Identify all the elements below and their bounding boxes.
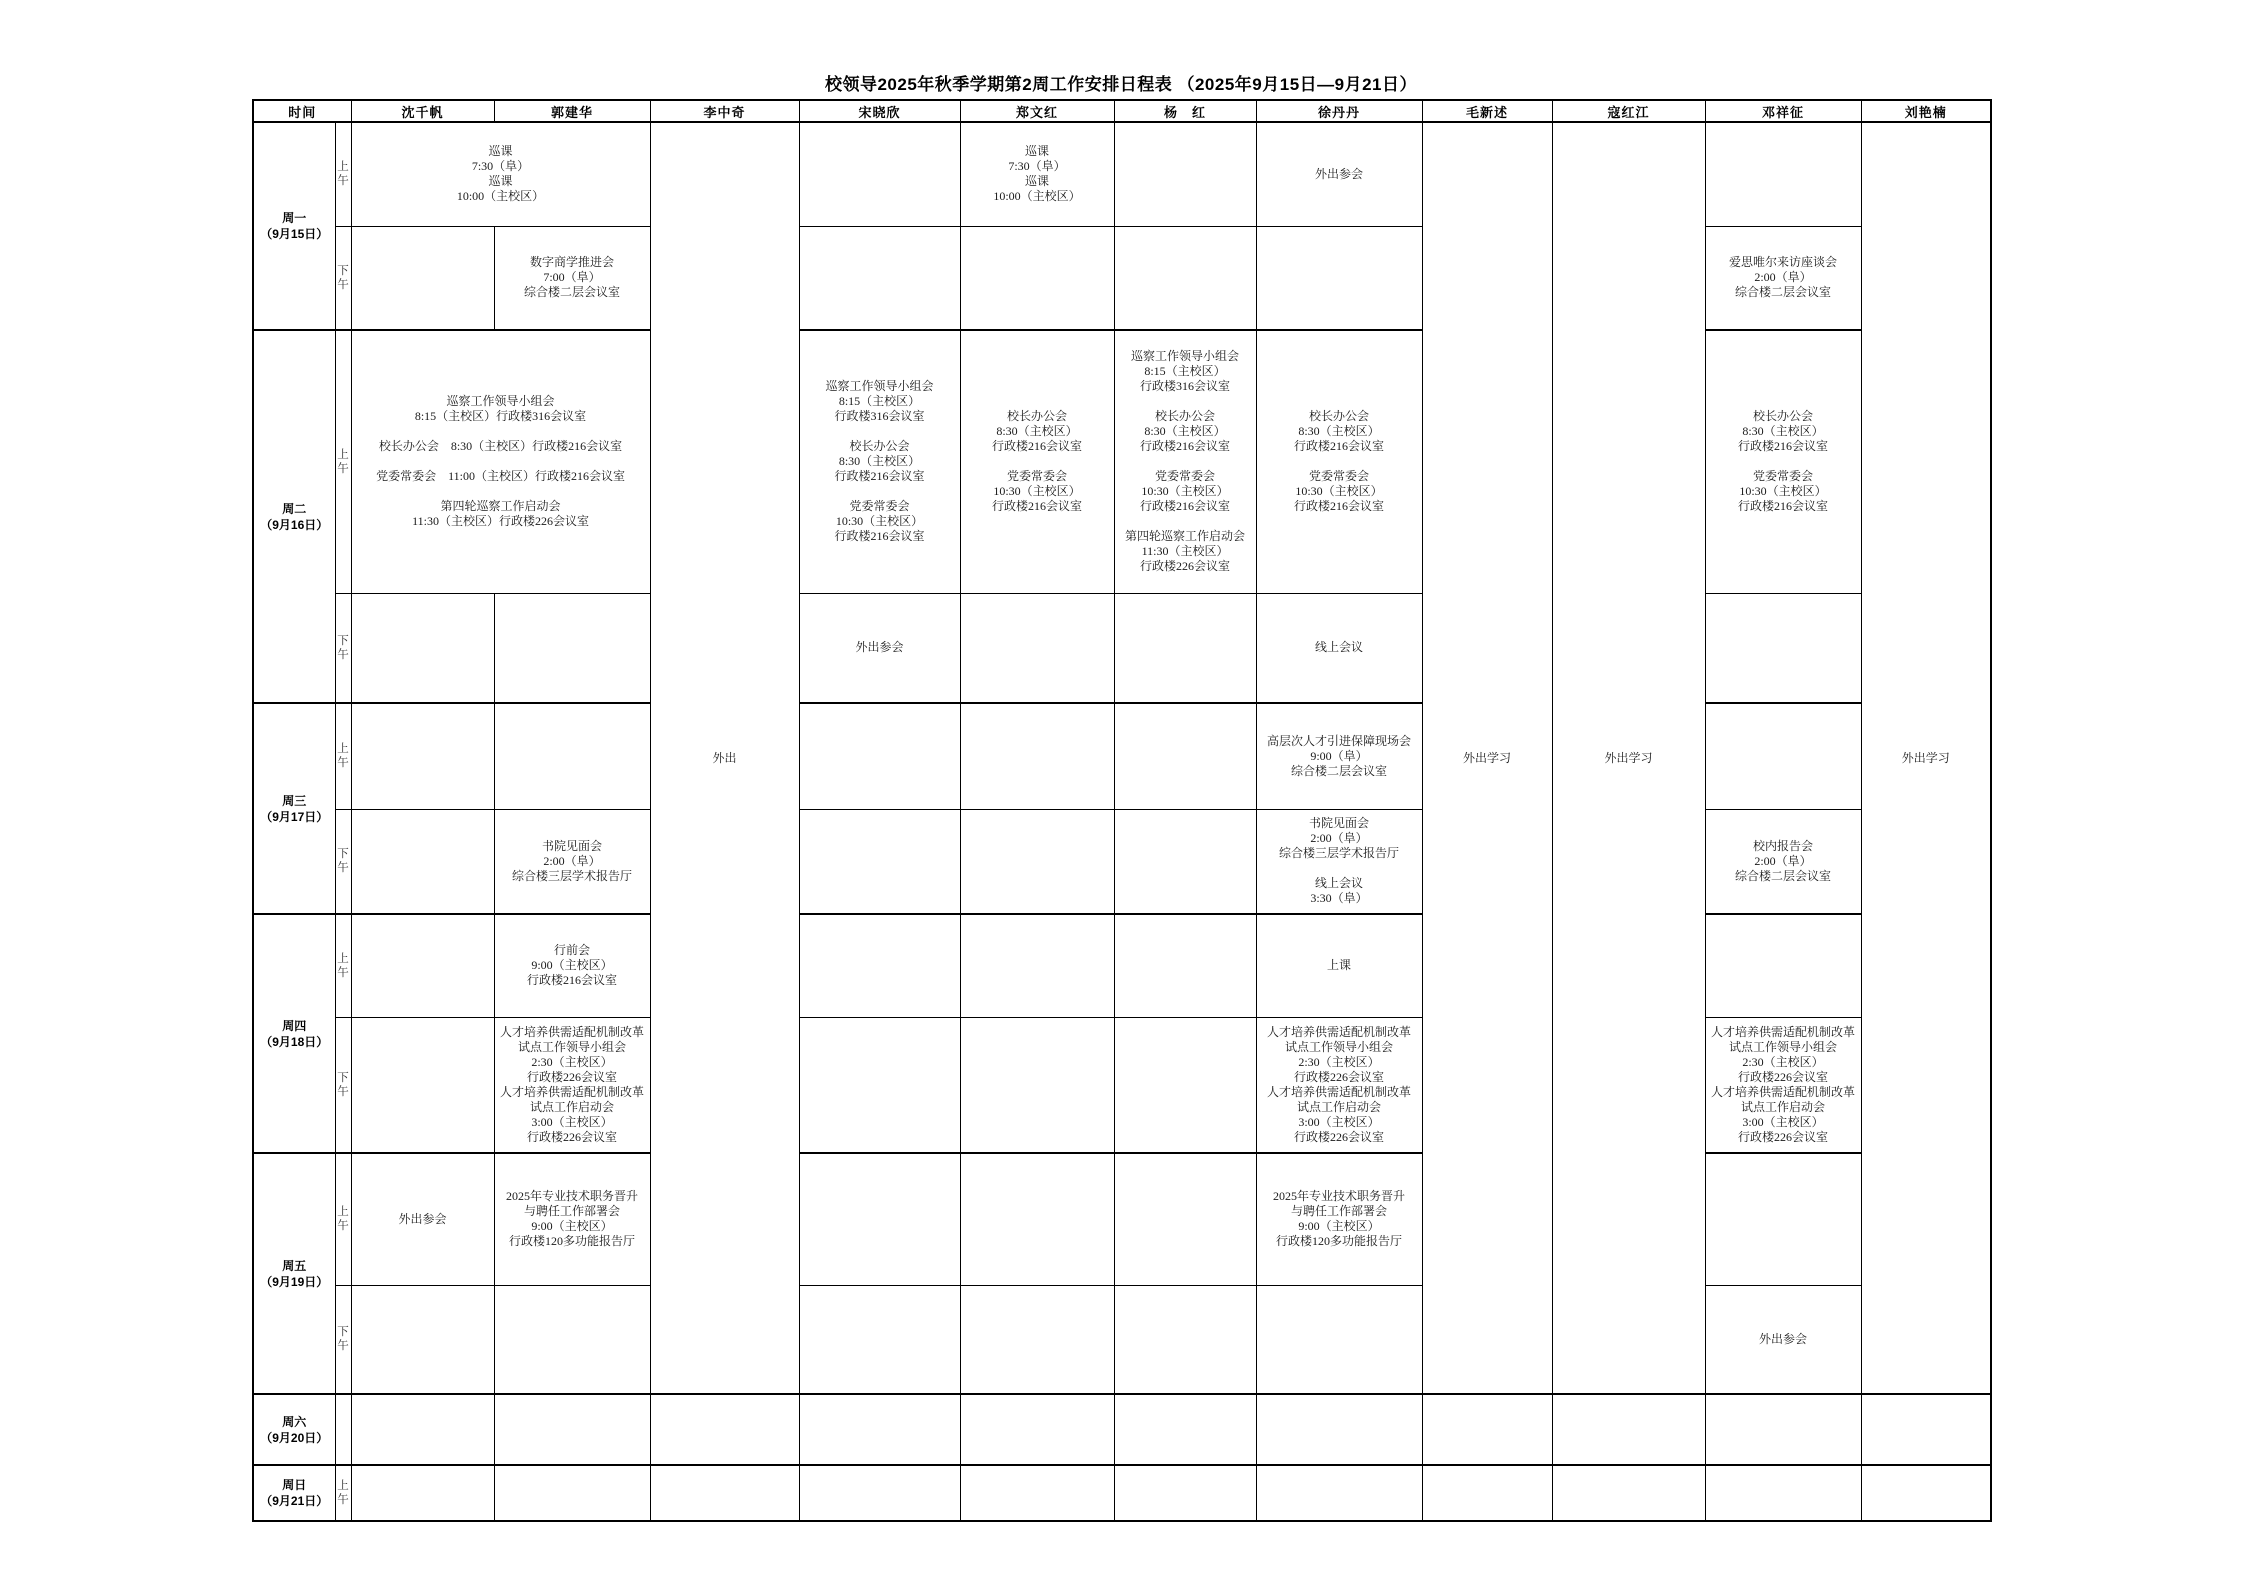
cell-wed-am-guo bbox=[494, 703, 650, 809]
cell-fri-pm-zheng bbox=[960, 1285, 1114, 1394]
period-label-fri-pm: 下午 bbox=[335, 1285, 351, 1394]
cell-thu-am-guo: 行前会 9:00（主校区） 行政楼216会议室 bbox=[494, 914, 650, 1017]
cell-tue-am-zheng: 校长办公会 8:30（主校区） 行政楼216会议室 党委常委会 10:30（主校区） 行政楼216会议室 bbox=[960, 330, 1114, 593]
cell-mon-am-mao: 外出学习 bbox=[1422, 122, 1552, 1394]
cell-mon-am-liu: 外出学习 bbox=[1861, 122, 1991, 1394]
cell-sat-zheng bbox=[960, 1394, 1114, 1465]
cell-tue-pm-xu: 线上会议 bbox=[1256, 593, 1422, 703]
cell-sat-xu bbox=[1256, 1394, 1422, 1465]
cell-sun-shen bbox=[351, 1465, 494, 1521]
cell-wed-pm-song bbox=[799, 809, 960, 914]
column-header-shen: 沈千帆 bbox=[351, 100, 494, 122]
cell-sun-zheng bbox=[960, 1465, 1114, 1521]
cell-fri-pm-deng: 外出参会 bbox=[1705, 1285, 1861, 1394]
column-header-li: 李中奇 bbox=[650, 100, 799, 122]
cell-fri-am-song bbox=[799, 1153, 960, 1285]
cell-tue-am-yang: 巡察工作领导小组会 8:15（主校区） 行政楼316会议室 校长办公会 8:30（主校区） 行政楼216会议室 党委常委会 10:30（主校区） 行政楼216会议室 第四轮巡察工作启动会 11:30（主校区） 行政楼226会议室 bbox=[1114, 330, 1256, 593]
cell-mon-pm-xu bbox=[1256, 226, 1422, 330]
cell-sun-song bbox=[799, 1465, 960, 1521]
cell-sun-mao bbox=[1422, 1465, 1552, 1521]
cell-thu-pm-yang bbox=[1114, 1017, 1256, 1153]
cell-fri-pm-song bbox=[799, 1285, 960, 1394]
cell-mon-pm-song bbox=[799, 226, 960, 330]
cell-fri-am-guo: 2025年专业技术职务晋升 与聘任工作部署会 9:00（主校区） 行政楼120多功能报告厅 bbox=[494, 1153, 650, 1285]
cell-tue-am-shen: 巡察工作领导小组会 8:15（主校区）行政楼316会议室 校长办公会 8:30（主校区）行政楼216会议室 党委常委会 11:00（主校区）行政楼216会议室 第四轮巡察工作启动会 11:30（主校区）行政楼226会议室 bbox=[351, 330, 650, 593]
column-header-yang: 杨 红 bbox=[1114, 100, 1256, 122]
period-label-tue-pm: 下午 bbox=[335, 593, 351, 703]
cell-mon-am-song bbox=[799, 122, 960, 226]
cell-sat-liu bbox=[1861, 1394, 1991, 1465]
day-label-fri: 周五 （9月19日） bbox=[253, 1153, 335, 1394]
page-title: 校领导2025年秋季学期第2周工作安排日程表 （2025年9月15日—9月21日） bbox=[824, 75, 1418, 94]
schedule-table bbox=[252, 99, 1992, 1522]
cell-fri-pm-yang bbox=[1114, 1285, 1256, 1394]
cell-mon-pm-guo: 数字商学推进会 7:00（阜） 综合楼二层会议室 bbox=[494, 226, 650, 330]
column-header-liu: 刘艳楠 bbox=[1861, 100, 1991, 122]
cell-mon-am-xu: 外出参会 bbox=[1256, 122, 1422, 226]
cell-thu-am-yang bbox=[1114, 914, 1256, 1017]
cell-sun-xu bbox=[1256, 1465, 1422, 1521]
column-header-mao: 毛新述 bbox=[1422, 100, 1552, 122]
cell-sun-liu bbox=[1861, 1465, 1991, 1521]
cell-thu-am-shen bbox=[351, 914, 494, 1017]
cell-fri-pm-guo bbox=[494, 1285, 650, 1394]
cell-sat-li bbox=[650, 1394, 799, 1465]
period-label-wed-pm: 下午 bbox=[335, 809, 351, 914]
column-header-guo: 郭建华 bbox=[494, 100, 650, 122]
cell-sun-guo bbox=[494, 1465, 650, 1521]
cell-mon-pm-yang bbox=[1114, 226, 1256, 330]
period-label-wed-am: 上午 bbox=[335, 703, 351, 809]
cell-wed-pm-shen bbox=[351, 809, 494, 914]
cell-sun-deng bbox=[1705, 1465, 1861, 1521]
cell-fri-am-zheng bbox=[960, 1153, 1114, 1285]
cell-sat-mao bbox=[1422, 1394, 1552, 1465]
cell-sat-yang bbox=[1114, 1394, 1256, 1465]
period-label-mon-pm: 下午 bbox=[335, 226, 351, 330]
cell-wed-pm-zheng bbox=[960, 809, 1114, 914]
cell-thu-pm-zheng bbox=[960, 1017, 1114, 1153]
cell-wed-am-yang bbox=[1114, 703, 1256, 809]
cell-wed-pm-guo: 书院见面会 2:00（阜） 综合楼三层学术报告厅 bbox=[494, 809, 650, 914]
cell-mon-am-li: 外出 bbox=[650, 122, 799, 1394]
column-header-xu: 徐丹丹 bbox=[1256, 100, 1422, 122]
day-label-sun: 周日 （9月21日） bbox=[253, 1465, 335, 1521]
period-label-thu-pm: 下午 bbox=[335, 1017, 351, 1153]
cell-tue-pm-guo bbox=[494, 593, 650, 703]
period-label-thu-am: 上午 bbox=[335, 914, 351, 1017]
period-label-tue-am: 上午 bbox=[335, 330, 351, 593]
cell-fri-am-deng bbox=[1705, 1153, 1861, 1285]
cell-wed-pm-xu: 书院见面会 2:00（阜） 综合楼三层学术报告厅 线上会议 3:30（阜） bbox=[1256, 809, 1422, 914]
cell-wed-pm-deng: 校内报告会 2:00（阜） 综合楼二层会议室 bbox=[1705, 809, 1861, 914]
column-header-kou: 寇红江 bbox=[1552, 100, 1705, 122]
cell-mon-pm-zheng bbox=[960, 226, 1114, 330]
cell-sun-kou bbox=[1552, 1465, 1705, 1521]
day-label-tue: 周二 （9月16日） bbox=[253, 330, 335, 703]
cell-sat-guo bbox=[494, 1394, 650, 1465]
cell-tue-pm-zheng bbox=[960, 593, 1114, 703]
cell-sat-deng bbox=[1705, 1394, 1861, 1465]
schedule-header bbox=[253, 100, 1991, 122]
cell-sun-yang bbox=[1114, 1465, 1256, 1521]
day-label-mon: 周一 （9月15日） bbox=[253, 122, 335, 330]
cell-mon-pm-shen bbox=[351, 226, 494, 330]
cell-sat-song bbox=[799, 1394, 960, 1465]
cell-wed-am-zheng bbox=[960, 703, 1114, 809]
column-header-deng: 邓祥征 bbox=[1705, 100, 1861, 122]
cell-mon-am-kou: 外出学习 bbox=[1552, 122, 1705, 1394]
cell-thu-am-song bbox=[799, 914, 960, 1017]
cell-tue-pm-song: 外出参会 bbox=[799, 593, 960, 703]
cell-mon-am-zheng: 巡课 7:30（阜） 巡课 10:00（主校区） bbox=[960, 122, 1114, 226]
period-label-sun: 上午 bbox=[335, 1465, 351, 1521]
cell-fri-am-shen: 外出参会 bbox=[351, 1153, 494, 1285]
cell-mon-am-shen: 巡课 7:30（阜） 巡课 10:00（主校区） bbox=[351, 122, 650, 226]
cell-fri-am-yang bbox=[1114, 1153, 1256, 1285]
cell-thu-pm-guo: 人才培养供需适配机制改革 试点工作领导小组会 2:30（主校区） 行政楼226会议室 人才培养供需适配机制改革 试点工作启动会 3:00（主校区） 行政楼226会议室 bbox=[494, 1017, 650, 1153]
schedule-body bbox=[253, 122, 1991, 1521]
day-label-sat: 周六 （9月20日） bbox=[253, 1394, 335, 1465]
cell-tue-pm-deng bbox=[1705, 593, 1861, 703]
cell-tue-pm-shen bbox=[351, 593, 494, 703]
cell-thu-am-zheng bbox=[960, 914, 1114, 1017]
cell-tue-am-deng: 校长办公会 8:30（主校区） 行政楼216会议室 党委常委会 10:30（主校区） 行政楼216会议室 bbox=[1705, 330, 1861, 593]
cell-wed-pm-yang bbox=[1114, 809, 1256, 914]
cell-thu-pm-deng: 人才培养供需适配机制改革 试点工作领导小组会 2:30（主校区） 行政楼226会议室 人才培养供需适配机制改革 试点工作启动会 3:00（主校区） 行政楼226会议室 bbox=[1705, 1017, 1861, 1153]
column-header-zheng: 郑文红 bbox=[960, 100, 1114, 122]
cell-mon-pm-deng: 爱思唯尔来访座谈会 2:00（阜） 综合楼二层会议室 bbox=[1705, 226, 1861, 330]
cell-thu-pm-shen bbox=[351, 1017, 494, 1153]
day-label-wed: 周三 （9月17日） bbox=[253, 703, 335, 914]
cell-sat-kou bbox=[1552, 1394, 1705, 1465]
cell-mon-am-yang bbox=[1114, 122, 1256, 226]
cell-fri-pm-xu bbox=[1256, 1285, 1422, 1394]
cell-thu-pm-song bbox=[799, 1017, 960, 1153]
period-label-fri-am: 上午 bbox=[335, 1153, 351, 1285]
cell-thu-am-deng bbox=[1705, 914, 1861, 1017]
cell-sun-li bbox=[650, 1465, 799, 1521]
cell-wed-am-xu: 高层次人才引进保障现场会 9:00（阜） 综合楼二层会议室 bbox=[1256, 703, 1422, 809]
cell-fri-am-xu: 2025年专业技术职务晋升 与聘任工作部署会 9:00（主校区） 行政楼120多功能报告厅 bbox=[1256, 1153, 1422, 1285]
cell-mon-am-deng bbox=[1705, 122, 1861, 226]
cell-wed-am-song bbox=[799, 703, 960, 809]
period-label-mon-am: 上午 bbox=[335, 122, 351, 226]
cell-thu-am-xu: 上课 bbox=[1256, 914, 1422, 1017]
cell-fri-pm-shen bbox=[351, 1285, 494, 1394]
cell-thu-pm-xu: 人才培养供需适配机制改革 试点工作领导小组会 2:30（主校区） 行政楼226会议室 人才培养供需适配机制改革 试点工作启动会 3:00（主校区） 行政楼226会议室 bbox=[1256, 1017, 1422, 1153]
column-header-time: 时间 bbox=[253, 100, 351, 122]
cell-tue-pm-yang bbox=[1114, 593, 1256, 703]
period-label-sat bbox=[335, 1394, 351, 1465]
cell-tue-am-song: 巡察工作领导小组会 8:15（主校区） 行政楼316会议室 校长办公会 8:30（主校区） 行政楼216会议室 党委常委会 10:30（主校区） 行政楼216会议室 bbox=[799, 330, 960, 593]
cell-wed-am-deng bbox=[1705, 703, 1861, 809]
day-label-thu: 周四 （9月18日） bbox=[253, 914, 335, 1153]
cell-tue-am-xu: 校长办公会 8:30（主校区） 行政楼216会议室 党委常委会 10:30（主校区） 行政楼216会议室 bbox=[1256, 330, 1422, 593]
column-header-song: 宋晓欣 bbox=[799, 100, 960, 122]
cell-sat-shen bbox=[351, 1394, 494, 1465]
cell-wed-am-shen bbox=[351, 703, 494, 809]
